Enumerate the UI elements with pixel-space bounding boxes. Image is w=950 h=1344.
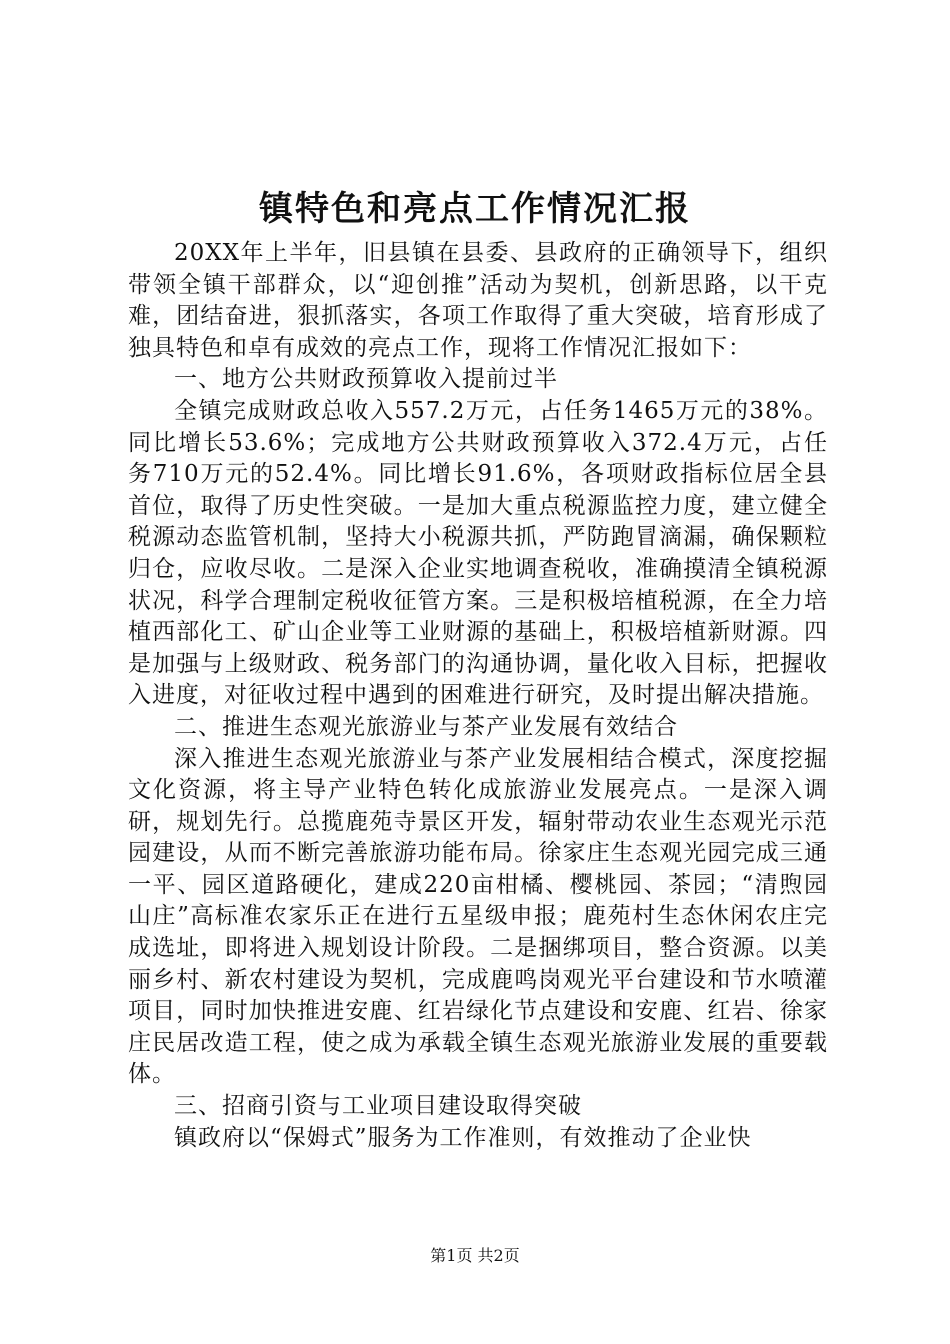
paragraph-tourism: 深入推进生态观光旅游业与茶产业发展相结合模式，深度挖掘文化资源，将主导产业特色转化成旅游业发展亮点。一是深入调研，规划先行。总揽鹿苑寺景区开发，辐射带动农业生态观光示范园建设，从而不断完善旅游功能布局。徐家庄生态观光园完成三通一平、园区道路硬化，建成220亩柑橘、樱桃园、茶园；“清煦园山庄”高标准农家乐正在进行五星级申报；鹿苑村生态休闲农庄完成选址，即将进入规划设计阶段。二是捆绑项目，整合资源。以美丽乡村、新农村建设为契机，完成鹿鸣岗观光平台建设和节水喷灌项目，同时加快推进安鹿、红岩绿化节点建设和安鹿、红岩、徐家庄民居改造工程，使之成为承载全镇生态观光旅游业发展的重要载体。	[128, 745, 828, 1088]
document-title: 镇特色和亮点工作情况汇报	[259, 189, 691, 229]
page-footer: 第1页 共2页	[430, 1246, 520, 1265]
section-heading-3: 三、招商引资与工业项目建设取得突破	[174, 1093, 582, 1120]
document-body	[128, 238, 828, 1154]
section-heading-1: 一、地方公共财政预算收入提前过半	[174, 366, 558, 393]
paragraph-investment: 镇政府以“保姆式”服务为工作准则，有效推动了企业快	[174, 1124, 752, 1151]
paragraph-intro: 20XX年上半年，旧县镇在县委、县政府的正确领导下，组织带领全镇干部群众，以“迎创推”活动为契机，创新思路，以干克难，团结奋进，狠抓落实，各项工作取得了重大突破，培育形成了独具特色和卓有成效的亮点工作，现将工作情况汇报如下：	[128, 240, 828, 361]
section-heading-2: 二、推进生态观光旅游业与茶产业发展有效结合	[174, 713, 678, 740]
paragraph-finance: 全镇完成财政总收入557.2万元，占任务1465万元的38%。同比增长53.6%；完成地方公共财政预算收入372.4万元，占任务710万元的52.4%。同比增长91.6%，各项财政指标位居全县首位，取得了历史性突破。一是加大重点税源监控力度，建立健全税源动态监管机制，坚持大小税源共抓，严防跑冒滴漏，确保颗粒归仓，应收尽收。二是深入企业实地调查税收，准确摸清全镇税源状况，科学合理制定税收征管方案。三是积极培植税源，在全力培植西部化工、矿山企业等工业财源的基础上，积极培植新财源。四是加强与上级财政、税务部门的沟通协调，量化收入目标，把握收入进度，对征收过程中遇到的困难进行研究，及时提出解决措施。	[128, 397, 828, 709]
